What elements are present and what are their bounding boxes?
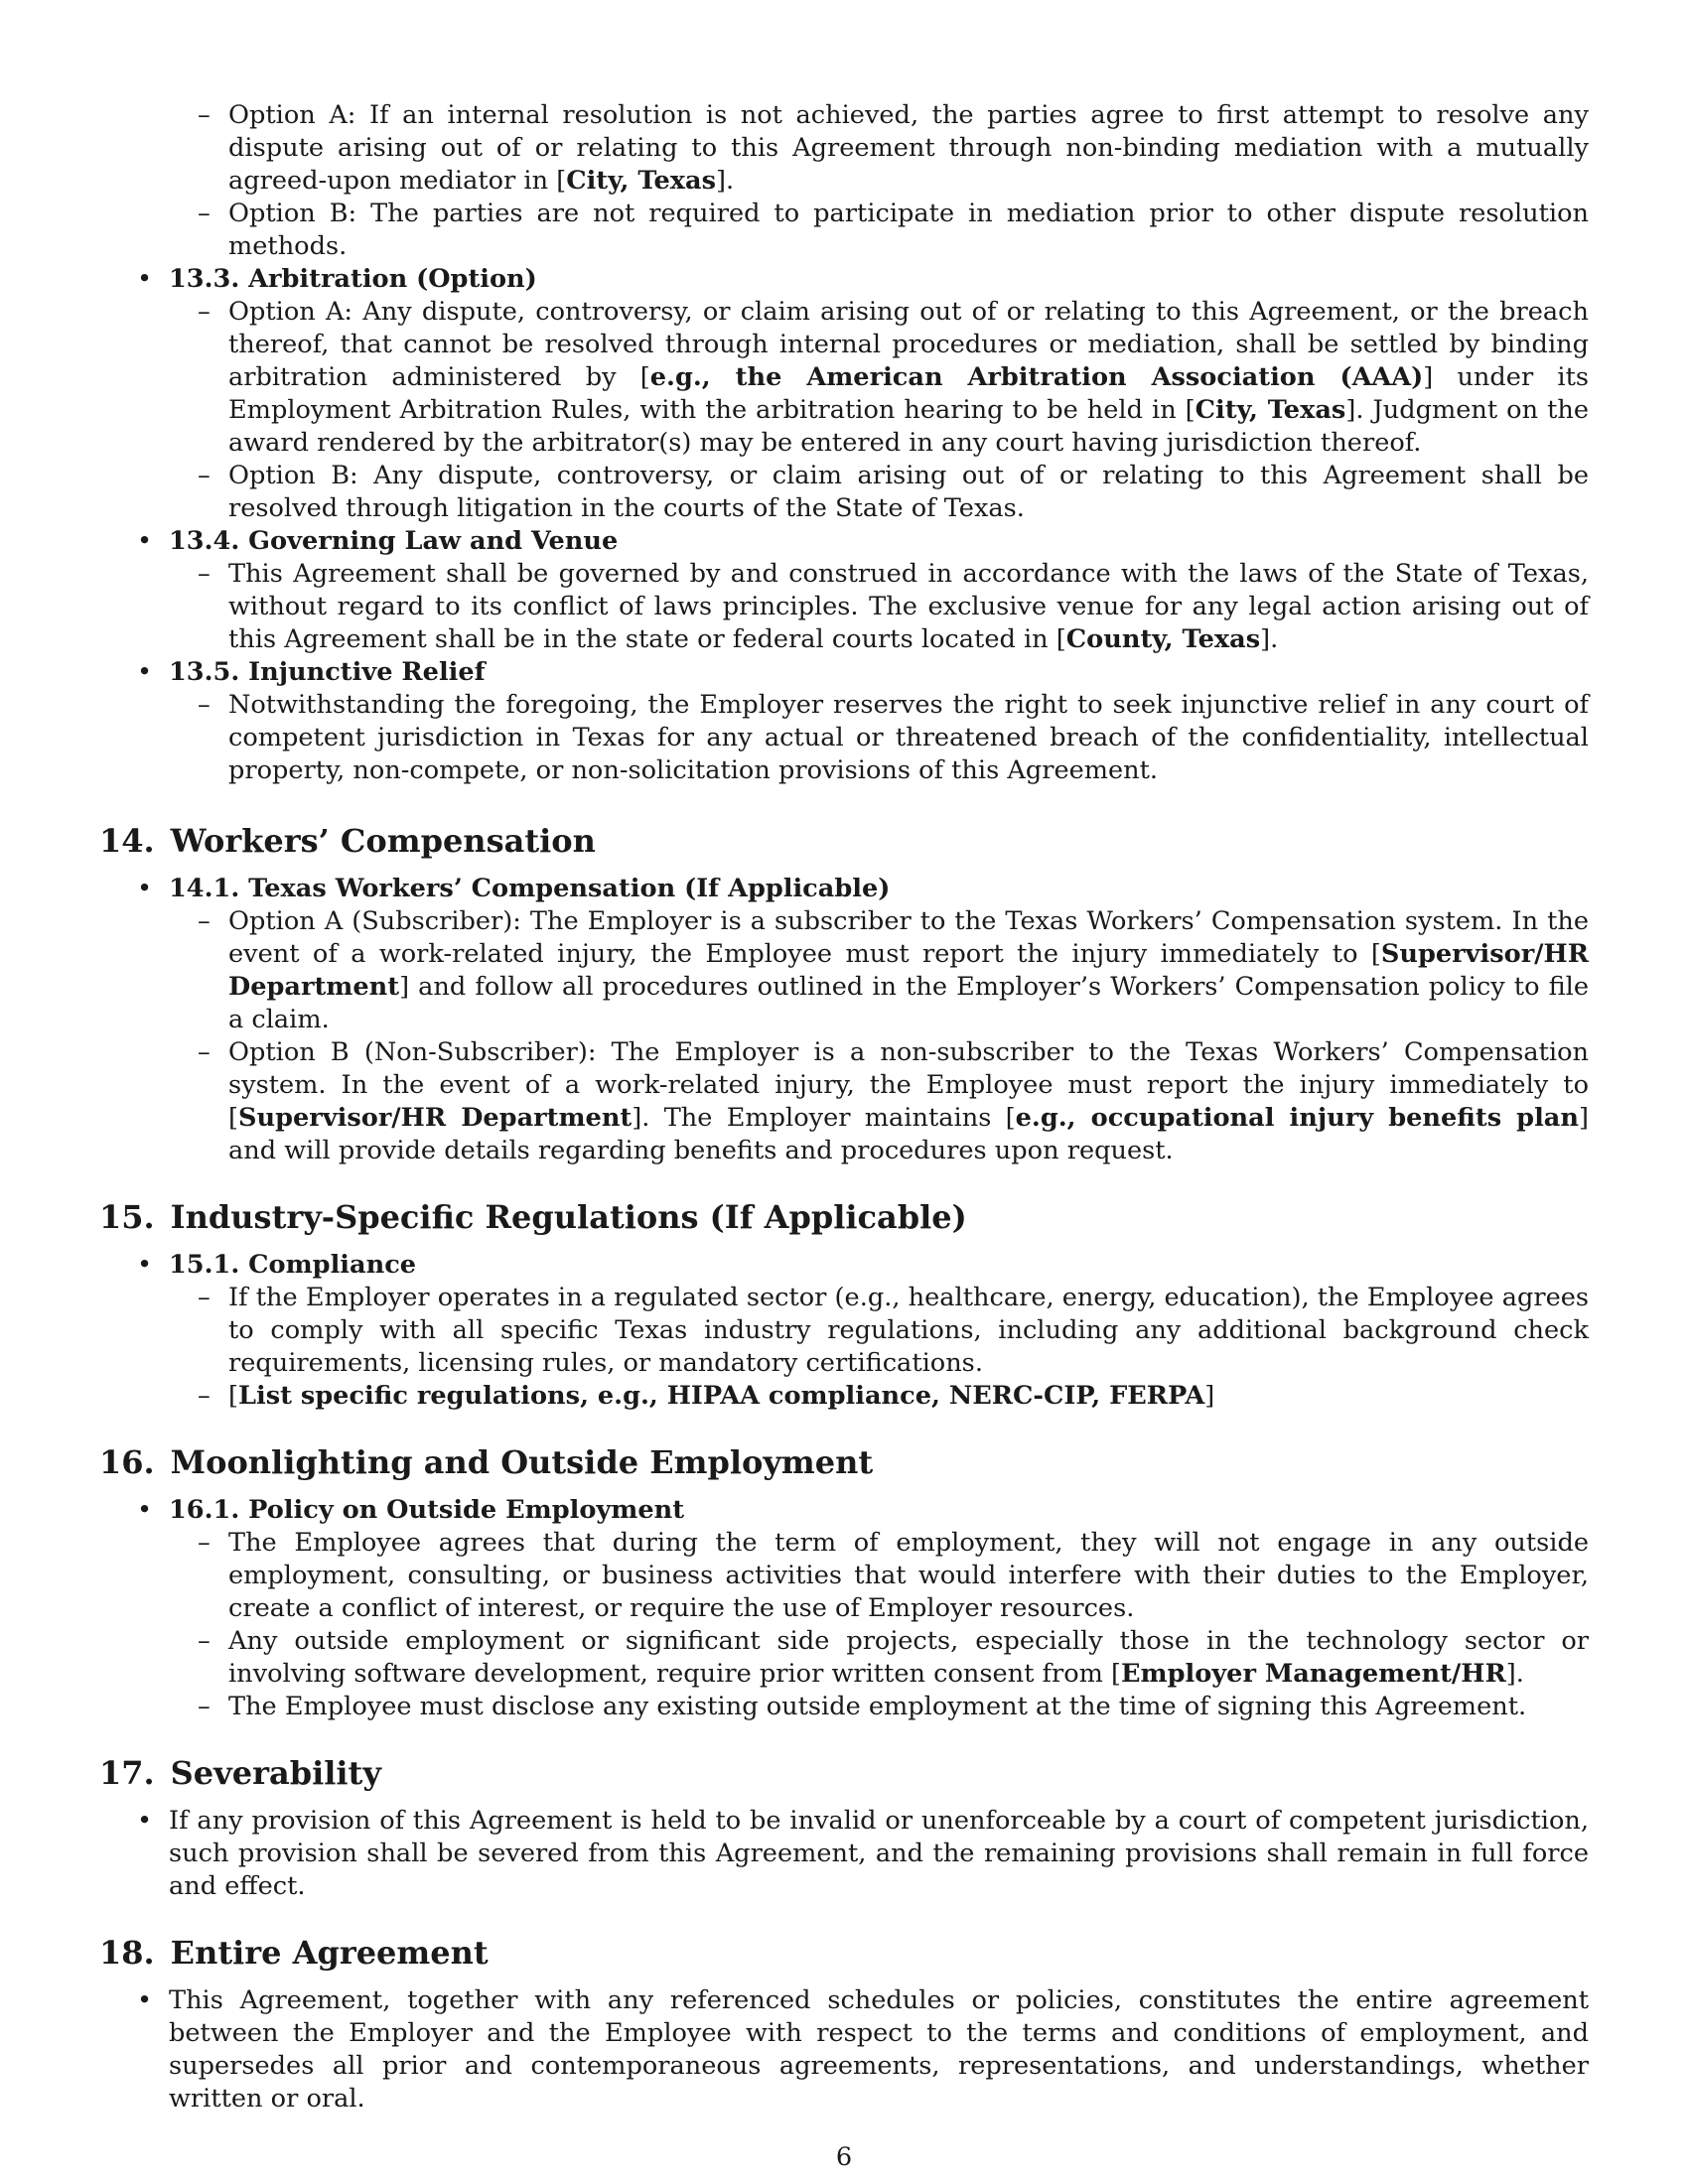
clause-13-5-text: – Notwithstanding the foregoing, the Employer reserves the right to seek injunctive relief in any court of competent jurisdiction in Texas for any actual or threatened breach of the confidentiality, intellectual property, non-compete, or non-solicitation provisions of this Agreement. bbox=[198, 690, 1589, 785]
section-17-text: • If any provision of this Agreement is held to be invalid or unenforceable by a court of competent jurisdiction, such provision shall be severed from this Agreement, and the remaining provisions shall remain in full force and effect. bbox=[137, 1806, 1589, 1901]
clause-15-1-item-1: – If the Employer operates in a regulated sector (e.g., healthcare, energy, education), the Employee agrees to comply with all specific Texas industry regulations, including any additional background check requirements, licensing rules, or mandatory certifications. bbox=[198, 1283, 1589, 1378]
dash-marker: – bbox=[198, 1037, 211, 1067]
dash-marker: – bbox=[198, 690, 211, 720]
subsection-13-4 bbox=[99, 525, 1589, 558]
section-number: 17. bbox=[99, 1754, 155, 1792]
subsection-13-5 bbox=[99, 656, 1589, 689]
section-title: Industry-Specific Regulations (If Applicable) bbox=[170, 1198, 967, 1236]
clause-14-1-option-a: – Option A (Subscriber): The Employer is a subscriber to the Texas Workers’ Compensation system. In the event of a work-related injury, the Employee must report the injury immediately to [Supervisor/HR Department] and follow all procedures outlined in the Employer’s Workers’ Compensation policy to file a claim. bbox=[198, 906, 1589, 1034]
clause-13-2-option-a: – Option A: If an internal resolution is not achieved, the parties agree to first attempt to resolve any dispute arising out of or relating to this Agreement through non-binding mediation with a mutually agreed-upon mediator in [City, Texas]. bbox=[198, 100, 1589, 196]
dash-marker: – bbox=[198, 906, 211, 936]
dash-marker: – bbox=[198, 1528, 211, 1558]
subsection-title: 14.1. Texas Workers’ Compensation (If Applicable) bbox=[169, 874, 891, 903]
dash-marker: – bbox=[198, 100, 211, 130]
section-number: 14. bbox=[99, 822, 155, 860]
section-14-heading bbox=[99, 821, 1589, 861]
section-16-heading bbox=[99, 1442, 1589, 1482]
subsection-16-1 bbox=[99, 1494, 1589, 1527]
subsection-15-1 bbox=[99, 1249, 1589, 1282]
bullet-marker: • bbox=[137, 264, 153, 294]
bullet-marker: • bbox=[137, 526, 153, 556]
bullet-marker: • bbox=[137, 1495, 153, 1525]
clause-16-1-item-1: – The Employee agrees that during the term of employment, they will not engage in any outside employment, consulting, or business activities that would interfere with their duties to the Employer, create a conflict of interest, or require the use of Employer resources. bbox=[198, 1528, 1589, 1623]
clause-15-1-item-2: – [List specific regulations, e.g., HIPAA compliance, NERC-CIP, FERPA] bbox=[198, 1381, 1215, 1411]
bullet-marker: • bbox=[137, 1250, 153, 1280]
section-number: 15. bbox=[99, 1198, 155, 1236]
page-content bbox=[99, 99, 1589, 2116]
clause-13-3-option-a: – Option A: Any dispute, controversy, or claim arising out of or relating to this Agreement, or the breach thereof, that cannot be resolved through internal procedures or mediation, shall be settled by binding arbitration administered by [e.g., the American Arbitration Association (AAA)] under its Employment Arbitration Rules, with the arbitration hearing to be held in [City, Texas]. Judgment on the award rendered by the arbitrator(s) may be entered in any court having jurisdiction thereof. bbox=[198, 297, 1589, 458]
section-title: Severability bbox=[170, 1754, 381, 1792]
section-title: Moonlighting and Outside Employment bbox=[170, 1443, 874, 1481]
section-number: 18. bbox=[99, 1934, 155, 1972]
clause-13-2-option-b: – Option B: The parties are not required to participate in mediation prior to other dispute resolution methods. bbox=[198, 199, 1589, 261]
dash-marker: – bbox=[198, 559, 211, 589]
bullet-marker: • bbox=[137, 657, 153, 687]
subsection-title: 16.1. Policy on Outside Employment bbox=[169, 1495, 685, 1525]
dash-marker: – bbox=[198, 1626, 211, 1656]
dash-marker: – bbox=[198, 1283, 211, 1312]
dash-marker: – bbox=[198, 297, 211, 327]
section-18-text: • This Agreement, together with any referenced schedules or policies, constitutes the entire agreement between the Employer and the Employee with respect to the terms and conditions of employment, and supersedes all prior and contemporaneous agreements, representations, and understandings, whether written or oral. bbox=[137, 1985, 1589, 2114]
clause-16-1-item-3: – The Employee must disclose any existing outside employment at the time of signing this Agreement. bbox=[198, 1692, 1527, 1721]
section-title: Workers’ Compensation bbox=[170, 822, 596, 860]
dash-marker: – bbox=[198, 461, 211, 490]
subsection-title: 13.4. Governing Law and Venue bbox=[169, 526, 619, 556]
dash-marker: – bbox=[198, 199, 211, 228]
subsection-title: 13.5. Injunctive Relief bbox=[169, 657, 486, 687]
bullet-marker: • bbox=[137, 1806, 153, 1836]
clause-16-1-item-2: – Any outside employment or significant side projects, especially those in the technology sector or involving software development, require prior written consent from [Employer Management/HR]. bbox=[198, 1626, 1589, 1689]
subsection-13-3 bbox=[99, 263, 1589, 296]
bullet-marker: • bbox=[137, 874, 153, 903]
subsection-title: 13.3. Arbitration (Option) bbox=[169, 264, 537, 294]
subsection-title: 15.1. Compliance bbox=[169, 1250, 417, 1280]
dash-marker: – bbox=[198, 1692, 211, 1721]
section-18-heading bbox=[99, 1933, 1589, 1973]
clause-13-4-text: – This Agreement shall be governed by and construed in accordance with the laws of the State of Texas, without regard to its conflict of laws principles. The exclusive venue for any legal action arising out of this Agreement shall be in the state or federal courts located in [County, Texas]. bbox=[198, 559, 1589, 654]
section-title: Entire Agreement bbox=[170, 1934, 489, 1972]
dash-marker: – bbox=[198, 1381, 211, 1411]
page-number: 6 bbox=[835, 2142, 853, 2172]
clause-14-1-option-b: – Option B (Non-Subscriber): The Employer is a non-subscriber to the Texas Workers’ Compensation system. In the event of a work-related injury, the Employee must report the injury immediately to [Supervisor/HR Department]. The Employer maintains [e.g., occupational injury benefits plan] and will provide details regarding benefits and procedures upon request. bbox=[198, 1037, 1589, 1165]
section-number: 16. bbox=[99, 1443, 155, 1481]
section-17-heading bbox=[99, 1753, 1589, 1793]
section-15-heading bbox=[99, 1197, 1589, 1237]
subsection-14-1 bbox=[99, 873, 1589, 905]
bullet-marker: • bbox=[137, 1985, 153, 2015]
clause-13-3-option-b: – Option B: Any dispute, controversy, or claim arising out of or relating to this Agreement shall be resolved through litigation in the courts of the State of Texas. bbox=[198, 461, 1589, 523]
